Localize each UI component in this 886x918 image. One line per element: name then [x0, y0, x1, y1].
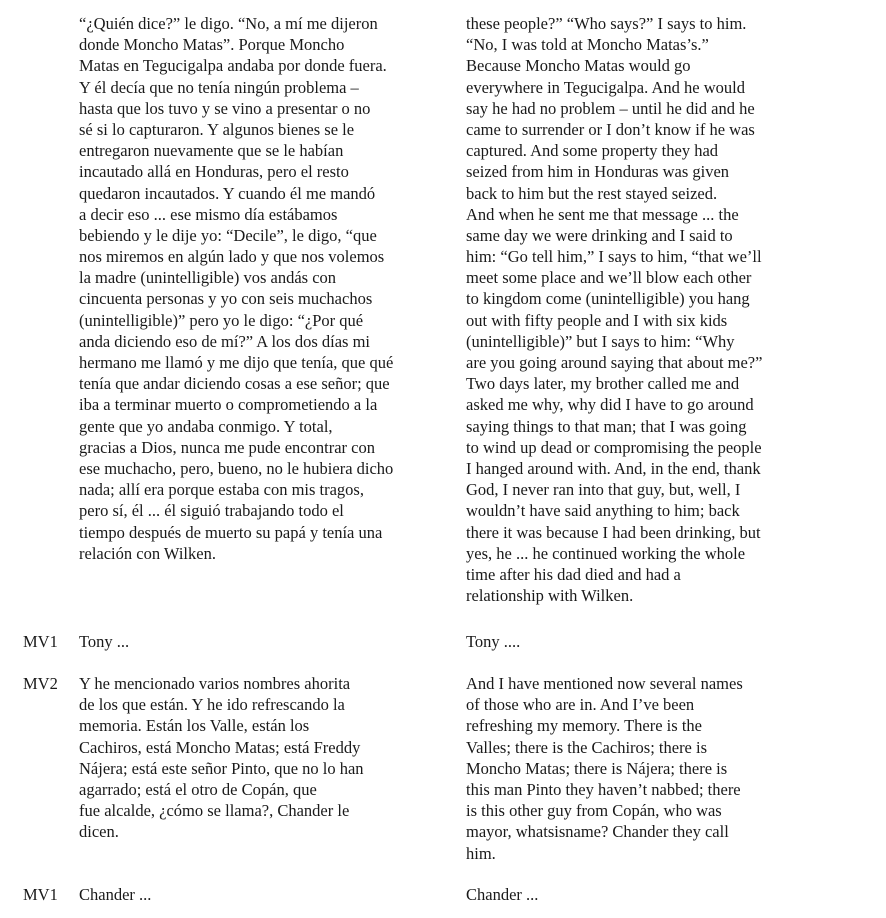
transcript-line: say he had no problem – until he did and he [466, 98, 755, 118]
transcript-line: donde Moncho Matas”. Porque Moncho [79, 35, 345, 55]
transcript-line: And I have mentioned now several names [466, 674, 743, 693]
transcript-line: agarrado; está el otro de Copán, que [79, 779, 317, 799]
transcript-line: de los que están. Y he ido refrescando la [79, 695, 345, 715]
transcript-line: is this other guy from Copán, who was [466, 801, 722, 821]
transcript-line: dicen. [79, 822, 119, 842]
transcript-line: there it was because I had been drinking, but [466, 522, 761, 542]
transcript-line: Nájera; está este señor Pinto, que no lo han [79, 758, 364, 778]
transcript-line: to kingdom come (unintelligible) you hang [466, 289, 750, 309]
transcript-line: Tony ... [79, 632, 130, 651]
transcript-line: meet some place and we’ll blow each other [466, 268, 752, 288]
transcript-line: Chander ... [466, 885, 539, 904]
transcript-line: back to him but the rest stayed seized. [466, 183, 718, 203]
transcript-line: And when he sent me that message ... the [466, 204, 739, 224]
transcript-line: “¿Quién dice?” le digo. “No, a mí me dijeron [79, 14, 378, 33]
transcript-line: gente que yo andaba conmigo. Y total, [79, 416, 333, 436]
transcript-line: tenía que andar diciendo cosas a ese señor; que [79, 374, 390, 394]
transcript-line: I hanged around with. And, in the end, thank [466, 458, 761, 478]
transcript-line: a decir eso ... ese mismo día estábamos [79, 204, 338, 224]
transcript-line: Two days later, my brother called me and [466, 374, 740, 394]
speaker-label: MV2 [23, 674, 58, 693]
transcript-line: bebiendo y le dije yo: “Decile”, le digo, “que [79, 225, 377, 245]
transcript-line: captured. And some property they had [466, 141, 719, 161]
english-column [466, 631, 811, 652]
transcript-line: are you going around saying that about me?” [466, 353, 763, 372]
english-column [466, 884, 811, 905]
transcript-line: entregaron nuevamente que se le habían [79, 141, 344, 161]
transcript-line: (unintelligible)” but I says to him: “Why [466, 331, 735, 351]
transcript-line: Matas en Tegucigalpa andaba por donde fuera. [79, 56, 387, 76]
transcript-line: asked me why, why did I have to go around [466, 395, 754, 415]
transcript-line: (unintelligible)” pero yo le digo: “¿Por qué [79, 310, 364, 330]
transcript-line: nada; allí era porque estaba con mis tragos, [79, 480, 364, 500]
transcript-line: Y he mencionado varios nombres ahorita [79, 674, 351, 693]
transcript-line: tiempo después de muerto su papá y tenía una [79, 522, 383, 542]
transcript-line: pero sí, él ... él siguió trabajando todo el [79, 501, 344, 521]
transcript-line: hermano me llamó y me dijo que tenía, que qué [79, 353, 394, 372]
transcript-line: wouldn’t have said anything to him; back [466, 501, 740, 521]
transcript-line: Valles; there is the Cachiros; there is [466, 737, 708, 757]
transcript-line: him: “Go tell him,” I says to him, “that we’ll [466, 247, 762, 267]
transcript-line: sé si lo capturaron. Y algunos bienes se le [79, 119, 355, 139]
transcript-line: to wind up dead or compromising the people [466, 437, 762, 457]
spanish-column [79, 673, 439, 843]
transcript-line: everywhere in Tegucigalpa. And he would [466, 77, 745, 97]
speaker-label: MV1 [23, 885, 58, 904]
transcript-line: Y él decía que no tenía ningún problema – [79, 77, 359, 97]
transcript-line: relación con Wilken. [79, 543, 216, 563]
transcript-line: cincuenta personas y yo con seis muchachos [79, 289, 373, 309]
transcript-line: quedaron incautados. Y cuando él me mandó [79, 183, 376, 203]
transcript-line: out with fifty people and I with six kids [466, 310, 728, 330]
transcript-line: hasta que los tuvo y se vino a presentar o no [79, 98, 371, 118]
transcript-line: this man Pinto they haven’t nabbed; there [466, 779, 741, 799]
transcript-line: nos miremos en algún lado y que nos volemos [79, 247, 385, 267]
speaker-label: MV1 [23, 632, 58, 651]
transcript-line: Cachiros, está Moncho Matas; está Freddy [79, 737, 361, 757]
transcript-line: incautado allá en Honduras, pero el resto [79, 162, 349, 182]
spanish-column [79, 884, 439, 905]
transcript-line: refreshing my memory. There is the [466, 716, 702, 736]
transcript-line: iba a terminar muerto o comprometiendo a la [79, 395, 378, 415]
transcript-line: came to surrender or I don’t know if he was [466, 119, 755, 139]
transcript-line: time after his dad died and had a [466, 564, 681, 584]
transcript-line: Chander ... [79, 885, 152, 904]
transcript-line: ese muchacho, pero, bueno, no le hubiera dicho [79, 458, 394, 478]
transcript-line: fue alcalde, ¿cómo se llama?, Chander le [79, 801, 350, 821]
transcript-line: memoria. Están los Valle, están los [79, 716, 310, 736]
transcript-line: same day we were drinking and I said to [466, 225, 733, 245]
transcript-line: relationship with Wilken. [466, 586, 634, 606]
english-column [466, 13, 811, 606]
transcript-line: anda diciendo eso de mí?” A los dos días mi [79, 331, 370, 351]
transcript-line: him. [466, 843, 496, 863]
transcript-line: Moncho Matas; there is Nájera; there is [466, 758, 728, 778]
english-column [466, 673, 811, 864]
transcript-line: God, I never ran into that guy, but, well, I [466, 480, 741, 500]
transcript-line: gracias a Dios, nunca me pude encontrar con [79, 437, 375, 457]
transcript-line: “No, I was told at Moncho Matas’s.” [466, 35, 709, 55]
transcript-line: these people?” “Who says?” I says to him. [466, 14, 747, 33]
transcript-line: Tony .... [466, 632, 521, 651]
transcript-line: yes, he ... he continued working the whole [466, 543, 746, 563]
transcript-line: Because Moncho Matas would go [466, 56, 691, 76]
transcript-line: la madre (unintelligible) vos andás con [79, 268, 337, 288]
transcript-line: seized from him in Honduras was given [466, 162, 730, 182]
transcript-line: mayor, whatsisname? Chander they call [466, 822, 729, 842]
spanish-column [79, 13, 439, 564]
transcript-line: of those who are in. And I’ve been [466, 695, 695, 715]
transcript-line: saying things to that man; that I was going [466, 416, 747, 436]
spanish-column [79, 631, 439, 652]
